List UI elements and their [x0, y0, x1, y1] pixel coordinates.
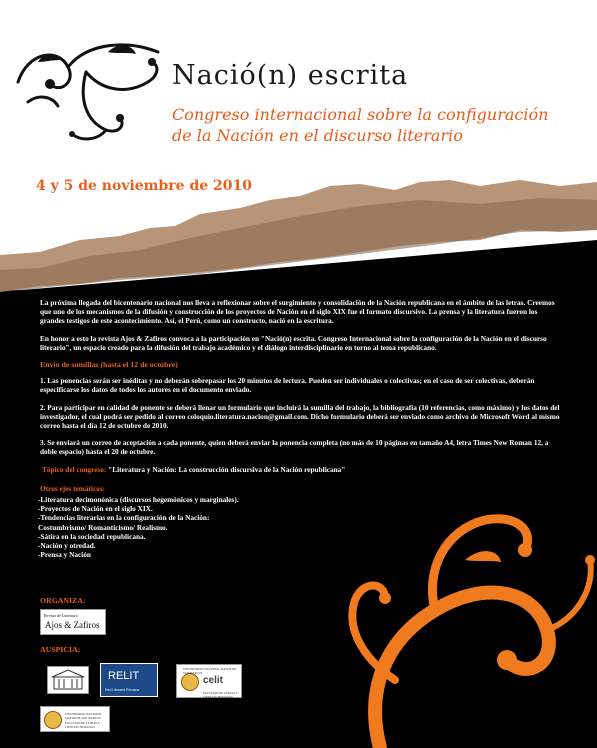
axis-item: -Sátira en la sociedad republicana. [38, 531, 146, 541]
building-icon [48, 667, 88, 693]
other-axes-heading: Otros ejes temáticos: [40, 483, 106, 493]
celit-logo-name: celit [203, 675, 224, 686]
page-title: Nació(n) escrita [172, 60, 409, 91]
rule-item: 2. Para participar en calidad de ponente se deberá llenar un formulario que incluirá la sumilla del trabajo, la bibliografía (10 referencias, como máximo) y los datos del investigador, el cual podrá ser pedido al correo coloquio.literatura.nacion@gmail.com. Dicho formulario deberá ser enviado como archivo de Microsoft Word al mismo correo hasta el día 12 de octubre de 2010. [40, 402, 560, 431]
subtitle-line-1: Congreso internacional sobre la configuración [172, 105, 549, 124]
axis-item: -Proyectos de Nación en el siglo XIX. [38, 504, 153, 514]
topic-value: "Literatura y Nación: La construcción discursiva de la Nación republicana" [108, 464, 346, 474]
axis-item: -Literatura decimonónica (discursos hegemónicos y marginales). [38, 495, 239, 505]
other-axes-list [38, 495, 560, 559]
intro-paragraph-1: La próxima llegada del bicentenario nacional nos lleva a reflexionar sobre el surgimiento y consolidación de la Nación republicana en el ámbito de las letras. Creemos que uno de los mecanismos de la difusión y construcción de los proyectos de Nación en el siglo XIX fue el formato discursivo. La prensa y la literatura fueron los grandes testigos de este acontecimiento. Así, el Perú, como un constructo, nació en la escritura. [40, 298, 555, 326]
event-dates: 4 y 5 de noviembre de 2010 [36, 178, 252, 194]
congress-subtitle [172, 104, 582, 146]
organizers-heading: ORGANIZA: [40, 596, 86, 605]
congress-topic [42, 465, 560, 474]
unmsm-logo-name: UNIVERSIDAD NACIONAL MAYOR DE SAN MARCOS [183, 667, 237, 675]
call-for-papers-content [40, 298, 560, 559]
axis-item: -Nación y otredad. [38, 541, 96, 551]
axis-item: Costumbrismo/ Romanticismo/ Realismo. [38, 522, 168, 532]
axis-item: -Tendencias literarias en la configuración de la Nación: [38, 513, 210, 523]
intro-paragraph-2: En honor a esto la revista Ajos & Zafiros convoca a la participación en "Nació(n) escrita. Congreso Internacional sobre la configuración de la Nación en el discurso literario", un espacio creado para la difusión del trabajo académico y el diálogo interdisciplinario en torno al tema republicano. [40, 333, 547, 352]
relit-logo [100, 663, 158, 697]
subtitle-line-2: de la Nación en el discurso literario [172, 126, 463, 145]
axis-item: -Prensa y Nación [38, 550, 91, 560]
submission-heading: Envío de sumillas (hasta el 12 de octubre) [40, 360, 178, 370]
sponsors-heading: AUSPICIA: [40, 645, 81, 654]
topic-label: Tópico del congreso: [42, 464, 107, 474]
university-building-logo [47, 666, 89, 694]
submission-rules-list [40, 376, 560, 456]
unmsm-logo-name: UNIVERSIDAD NACIONAL MAYOR DE SAN MARCOS [65, 712, 102, 720]
ajos-zafiros-logo-small-text: Revista de Literatura [44, 613, 78, 618]
unmsm-faculty-text: FACULTAD DE LETRAS Y CIENCIAS HUMANAS [203, 691, 238, 699]
rule-item: 3. Se enviará un correo de aceptación a cada ponente, quien deberá enviar la ponencia completa (no más de 10 páginas en tamaño A4, letra Times New Roman 12, a doble espacio) hasta el 20 de octubre. [40, 438, 549, 457]
unmsm-letters-faculty-logo [40, 706, 110, 732]
rule-item: 1. Las ponencias serán ser inéditas y no deberán sobrepasar los 20 minutos de lectura. Pueden ser individuales o colectivas; en el caso de ser colectivas, deberán especificarse los datos de todos los autores en el documento enviado. [40, 376, 535, 395]
ajos-zafiros-logo-name: Ajos & Zafiros [45, 620, 100, 630]
university-seal-icon [181, 673, 199, 691]
ajos-zafiros-logo [40, 609, 106, 635]
relit-logo-subtitle: Red Literaria Peruana [105, 688, 140, 692]
relit-logo-name: RELIT [108, 670, 140, 682]
black-swirl-ornament [8, 22, 173, 147]
unmsm-logo [176, 664, 242, 698]
unmsm-faculty-text: FACULTAD DE LETRAS Y CIENCIAS HUMANAS [65, 721, 100, 729]
university-seal-icon [44, 711, 62, 729]
